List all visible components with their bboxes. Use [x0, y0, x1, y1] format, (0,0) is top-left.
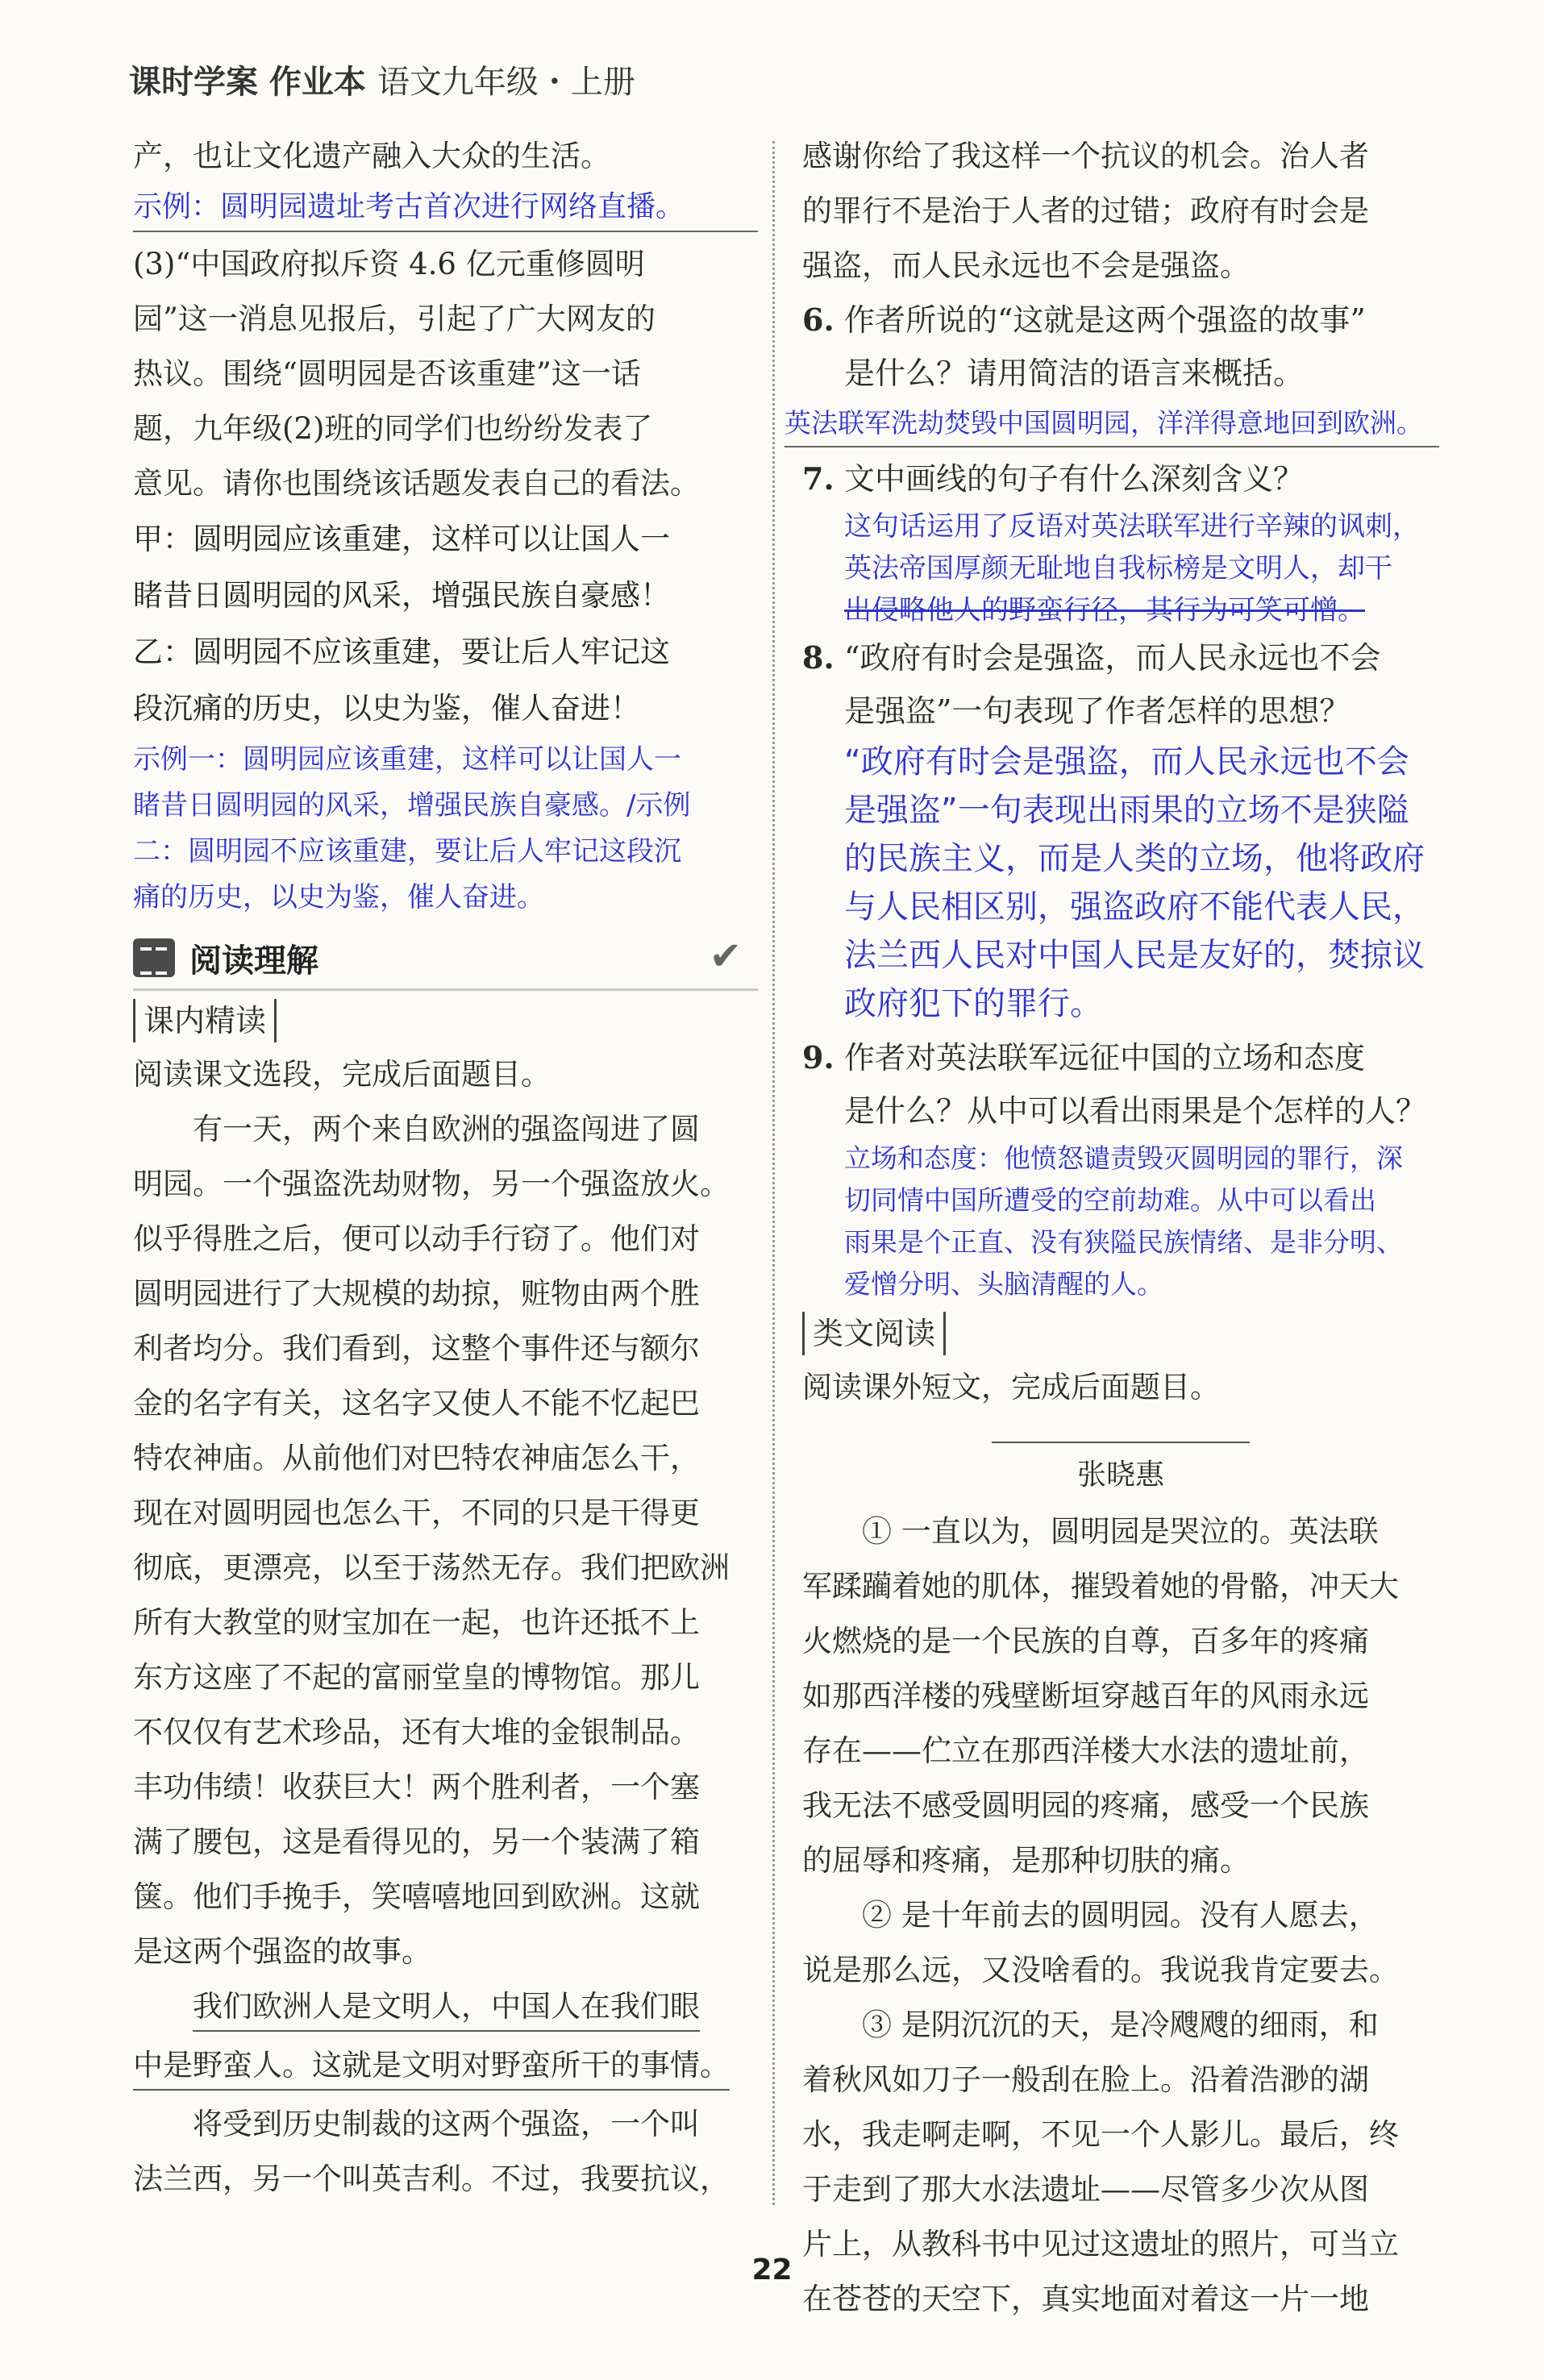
section-header [133, 932, 758, 991]
essay-line: 军蹂躏着她的肌体，摧毁着她的骨骼，冲天大 [802, 1569, 1399, 1604]
text-line: 睹昔日圆明园的风采，增强民族自豪感！ [133, 578, 670, 613]
section-title: 阅读理解 [189, 942, 318, 980]
passage-line: 现在对圆明园也怎么干，不同的只是干得更 [133, 1496, 700, 1530]
book-brand: 课时学案 作业本 [129, 64, 366, 101]
essay [802, 1504, 1439, 2327]
passage-line: 的罪行不是治于人者的过错；政府有时会是 [802, 193, 1369, 228]
essay-line: 片上，从教科书中见过这遗址的照片，可当立 [802, 2227, 1399, 2261]
essay-line: 我无法不感受圆明园的疼痛，感受一个民族 [802, 1788, 1369, 1823]
answer-line: 的民族主义，而是人类的立场，他将政府 [844, 840, 1425, 877]
text-line: 意见。请你也围绕该话题发表自己的看法。 [133, 466, 700, 501]
book-subtitle: 语文九年级・上册 [377, 64, 635, 101]
opinion-yi [133, 624, 758, 737]
right-column [784, 129, 1439, 2327]
answer-line: 立场和态度：他愤怒谴责毁灭圆明园的罪行，深 [844, 1142, 1403, 1174]
passage-line: 彻底，更漂亮，以至于荡然无存。我们把欧洲 [133, 1550, 730, 1585]
essay-line: 火燃烧的是一个民族的自尊，百多年的疼痛 [802, 1624, 1369, 1658]
question-number: 6. [802, 302, 834, 338]
essay-line: 如那西洋楼的残壁断垣穿越百年的风雨永远 [802, 1679, 1369, 1713]
question-text: 是什么？从中可以看出雨果是个怎样的人？ [844, 1093, 1427, 1129]
text-line: 产，也让文化遗产融入大众的生活。 [133, 139, 610, 173]
reading-passage [133, 1102, 758, 2207]
essay-author: 张晓惠 [1076, 1458, 1164, 1492]
passage-line: 感谢你给了我这样一个抗议的机会。治人者 [802, 139, 1369, 173]
question-text: 是什么？请用简洁的语言来概括。 [844, 356, 1305, 391]
essay-line: 在苍苍的天空下，真实地面对着这一片一地 [802, 2282, 1369, 2316]
passage-line: 法兰西，另一个叫英吉利。不过，我要抗议， [133, 2162, 730, 2196]
passage-line: 满了腰包，这是看得见的，另一个装满了箱 [133, 1825, 700, 1859]
question-7 [802, 452, 1439, 631]
passage-line: 所有大教堂的财宝加在一起，也许还抵不上 [133, 1605, 700, 1640]
passage-line: 丰功伟绩！收获巨大！两个胜利者，一个塞 [133, 1770, 700, 1804]
answer-line: 是强盗”一句表现出雨果的立场不是狭隘 [844, 792, 1409, 829]
essay-line: 着秋风如刀子一般刮在脸上。沿着浩渺的湖 [802, 2062, 1369, 2097]
book-icon [133, 938, 175, 977]
answer-line: 切同情中国所遭受的空前劫难。从中可以看出 [844, 1184, 1376, 1216]
page-header [129, 56, 1435, 113]
question-text: 是强盗”一句表现了作者怎样的思想？ [844, 693, 1350, 729]
passage-line: 箧。他们手挽手，笑嘻嘻地回到欧洲。这就 [133, 1879, 700, 1914]
handwritten-answer: 示例：圆明园遗址考古首次进行网络直播。 [133, 184, 758, 232]
essay-line: 存在——伫立在那西洋楼大水法的遗址前， [802, 1733, 1369, 1768]
question-6 [784, 293, 1439, 447]
underlined-sentence: 中是野蛮人。这就是文明对野蛮所干的事情。 [133, 2038, 758, 2097]
passage-line: 不仅仅有艺术珍品，还有大堆的金银制品。 [133, 1715, 700, 1750]
opinion-jia [133, 511, 758, 624]
answer-line: 英法帝国厚颜无耻地自我标榜是文明人，却干 [844, 552, 1392, 585]
answer-line: 睹昔日圆明园的风采，增强民族自豪感。/示例 [133, 789, 691, 822]
answer-line: 二：圆明园不应该重建，要让后人牢记这段沉 [133, 835, 681, 868]
answer-line: 爱憎分明、头脑清醒的人。 [844, 1268, 1163, 1300]
left-column [133, 129, 758, 2207]
instruction: 阅读课文选段，完成后面题目。 [133, 1057, 551, 1092]
underlined-sentence: 我们欧洲人是文明人，中国人在我们眼 [133, 1979, 758, 2038]
subsection-tag: 课内精读 [133, 999, 277, 1042]
passage-line: 特农神庙。从前他们对巴特农神庙怎么干， [133, 1441, 700, 1475]
text-line: 题，九年级(2)班的同学们也纷纷发表了 [133, 411, 653, 446]
passage-line: 金的名字有关，这名字又使人不能不忆起巴 [133, 1386, 700, 1421]
text-line: 乙：圆明园不应该重建，要让后人牢记这 [133, 635, 670, 669]
essay-line: ① 一直以为，圆明园是哭泣的。英法联 [862, 1514, 1379, 1549]
passage-line: 圆明园进行了大规模的劫掠，赃物由两个胜 [133, 1276, 700, 1311]
answer-line: 政府犯下的罪行。 [844, 985, 1102, 1022]
question-9 [802, 1031, 1439, 1305]
handwritten-answer-q3 [133, 737, 758, 921]
answer-line: “政府有时会是强盗，而人民永远也不会 [844, 743, 1409, 780]
essay-line: 于走到了那大水法遗址——尽管多少次从图 [802, 2172, 1369, 2207]
passage-line: 利者均分。我们看到，这整个事件还与额尔 [133, 1331, 700, 1366]
answer-line: 这句话运用了反语对英法联军进行辛辣的讽刺， [844, 510, 1420, 543]
question-3 [133, 237, 758, 511]
question-number: 9. [802, 1039, 834, 1076]
answer-line: 法兰西人民对中国人民是友好的，焚掠议 [844, 937, 1425, 974]
instruction: 阅读课外短文，完成后面题目。 [802, 1370, 1220, 1404]
handwritten-answer: 英法联军洗劫焚毁中国圆明园，洋洋得意地回到欧洲。 [784, 400, 1439, 447]
question-number: 8. [802, 639, 834, 676]
text-line: (3)“中国政府拟斥资 4.6 亿元重修圆明 [133, 247, 645, 281]
essay-line: ③ 是阴沉沉的天，是冷飕飕的细雨，和 [862, 2008, 1379, 2042]
question-8 [802, 631, 1439, 1028]
question-text: 文中画线的句子有什么深刻含义？ [844, 461, 1305, 497]
text-line: 甲：圆明园应该重建，这样可以让国人一 [133, 522, 670, 556]
subsection-tag: 类文阅读 [802, 1312, 946, 1355]
page-number: 22 [751, 2253, 793, 2286]
column-divider [772, 141, 775, 2205]
checkmark-icon: ✔ [709, 934, 742, 979]
passage-line: 是这两个强盗的故事。 [133, 1934, 431, 1969]
passage-line: 似乎得胜之后，便可以动手行窃了。他们对 [133, 1221, 700, 1256]
title-rule [802, 1431, 1439, 1446]
essay-line: ② 是十年前去的圆明园。没有人愿去， [862, 1898, 1379, 1933]
answer-line: 痛的历史，以史为鉴，催人奋进。 [133, 881, 544, 913]
text-line: 热议。围绕“圆明园是否该重建”这一话 [133, 356, 641, 391]
question-text: “政府有时会是强盗，而人民永远也不会 [844, 640, 1381, 676]
passage-line: 东方这座了不起的富丽堂皇的博物馆。那儿 [133, 1660, 700, 1695]
passage-line: 有一天，两个来自欧洲的强盗闯进了圆 [193, 1112, 700, 1146]
passage-line: 将受到历史制裁的这两个强盗，一个叫 [193, 2107, 700, 2141]
answer-line: 与人民相区别，强盗政府不能代表人民， [844, 888, 1425, 926]
text-line: 段沉痛的历史，以史为鉴，催人奋进！ [133, 691, 640, 726]
answer-line: 示例一：圆明园应该重建，这样可以让国人一 [133, 743, 681, 776]
passage-line: 强盗，而人民永远也不会是强盗。 [802, 248, 1250, 283]
question-text: 作者对英法联军远征中国的立场和态度 [844, 1040, 1366, 1076]
essay-line: 的屈辱和疼痛，是那种切肤的痛。 [802, 1843, 1250, 1878]
essay-line: 水，我走啊走啊，不见一个人影儿。最后，终 [802, 2117, 1399, 2152]
answer-line: 出侵略他人的野蛮行径，其行为可笑可憎。 [844, 594, 1365, 626]
essay-line: 说是那么远，又没啥看的。我说我肯定要去。 [802, 1953, 1399, 1987]
question-text: 作者所说的“这就是这两个强盗的故事” [844, 302, 1366, 338]
text-line: 园”这一消息见报后，引起了广大网友的 [133, 302, 655, 336]
passage-line: 明园。一个强盗洗劫财物，另一个强盗放火。 [133, 1167, 730, 1201]
answer-line: 雨果是个正直、没有狭隘民族情绪、是非分明、 [844, 1226, 1403, 1258]
question-number: 7. [802, 460, 834, 497]
